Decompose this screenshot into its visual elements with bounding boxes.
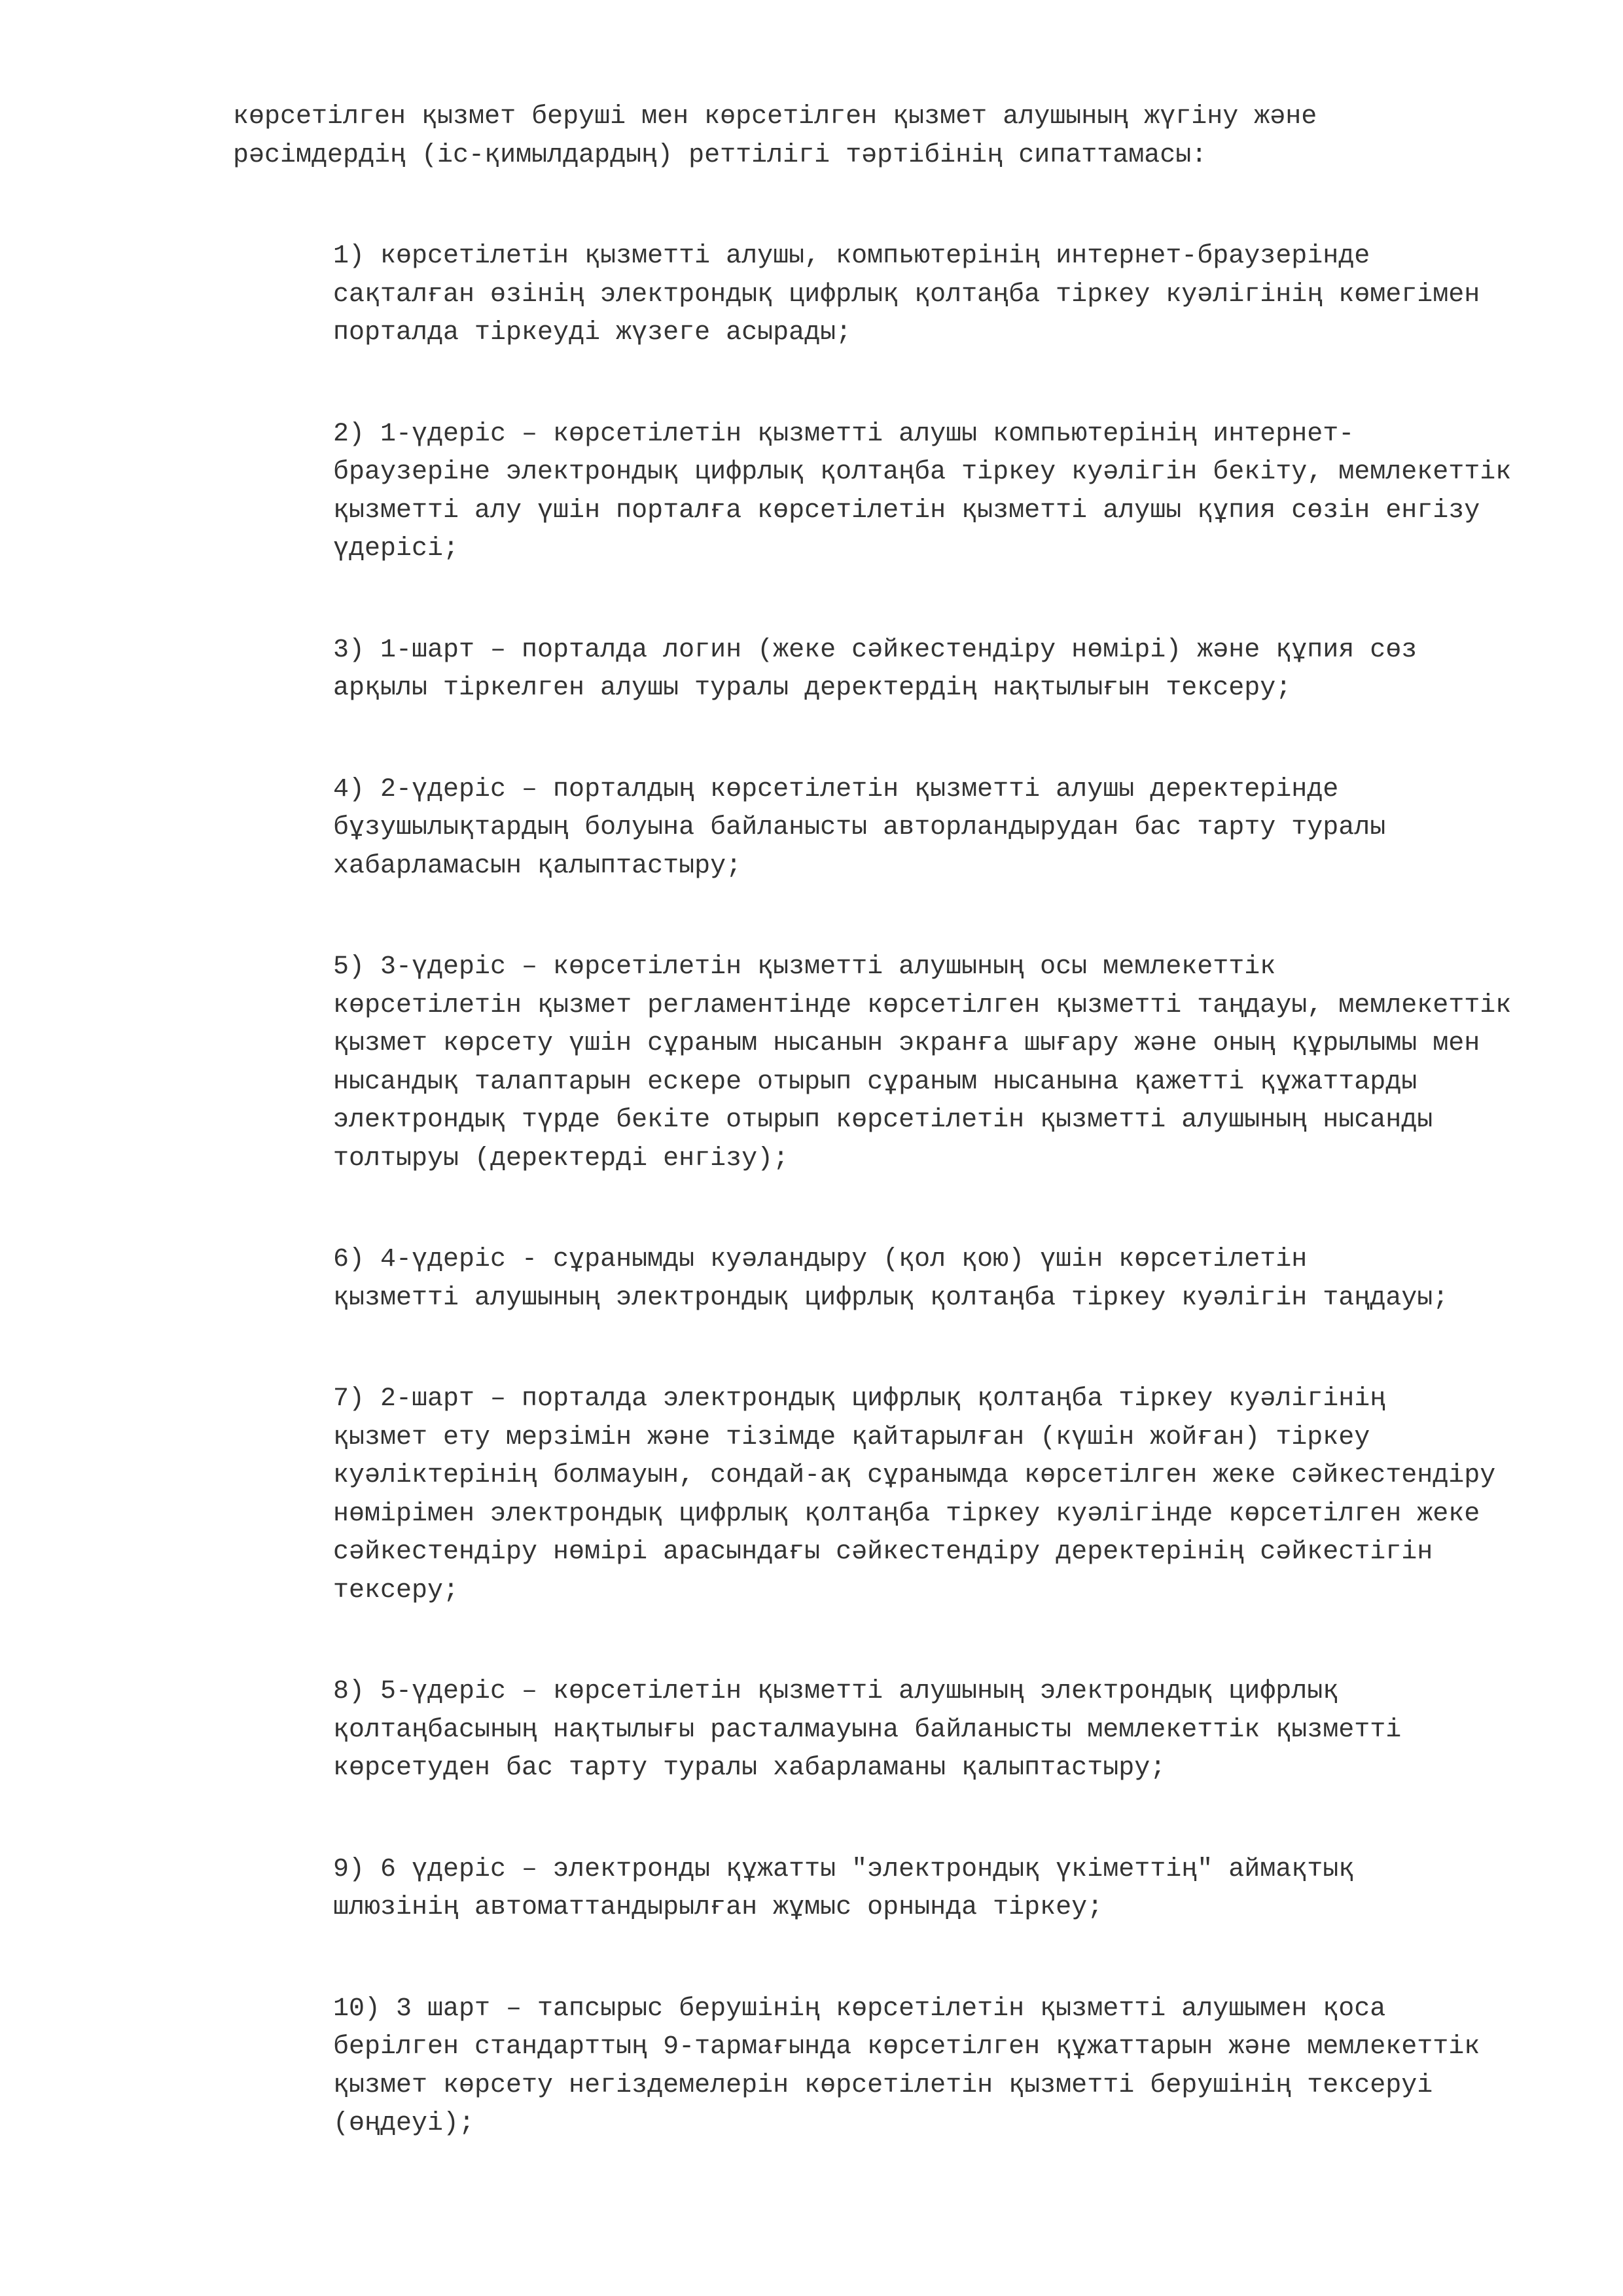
paragraph-line: көрсетілетін қызмет регламентінде көрсетілген қызметті таңдауы, мемлекеттік [333,990,1512,1020]
paragraph-line: (өңдеуі); [333,2109,475,2138]
paragraph-line: 3) 1-шарт – порталда логин (жеке сәйкестендіру нөмірі) және құпия сөз [333,635,1418,665]
paragraph-9 [233,1851,1489,1928]
paragraph-line: шлюзінің автоматтандырылған жұмыс орнында тіркеу; [333,1893,1103,1922]
paragraph-line: хабарламасын қалыптастыру; [333,851,742,881]
paragraph-line: үдерісі; [333,534,459,564]
paragraph-1 [233,238,1489,353]
paragraph-line: 5) 3-үдеріс – көрсетілетін қызметті алушының осы мемлекеттік [333,952,1276,982]
paragraph-7 [233,1380,1496,1610]
paragraph-line: көрсетуден бас тарту туралы хабарламаны қалыптастыру; [333,1753,1166,1783]
paragraph-line: қызметті алу үшін порталға көрсетілетін қызметті алушы құпия сөзін енгізу [333,495,1480,526]
paragraph-3 [233,632,1489,708]
intro-paragraph [233,98,1489,175]
paragraph-line: қызмет көрсету негіздемелерін көрсетілетін қызметті берушінің тексеруі [333,2070,1433,2100]
paragraph-10 [233,1990,1489,2144]
document-page [233,98,1512,2144]
paragraph-4 [233,771,1489,886]
paragraph-6 [233,1241,1489,1318]
paragraph-8 [233,1673,1489,1788]
paragraph-line: нөмірімен электрондық цифрлық қолтаңба тіркеу куәлігінде көрсетілген жеке [333,1499,1480,1529]
paragraph-line: нысандық талаптарын ескере отырып сұраным нысанына қажетті құжаттарды [333,1067,1418,1097]
intro-line: көрсетілген қызмет беруші мен көрсетілген қызмет алушының жүгіну және [233,102,1317,132]
intro-line: рәсімдердің (іс-қимылдардың) реттілігі тәртібінің сипаттамасы: [233,140,1207,170]
paragraph-line: арқылы тіркелген алушы туралы деректердің нақтылығын тексеру; [333,673,1292,703]
paragraph-line: қызмет ету мерзімін және тізімде қайтарылған (күшін жойған) тіркеу [333,1422,1370,1452]
paragraph-line: қолтаңбасының нақтылығы расталмауына байланысты мемлекеттік қызметті [333,1715,1402,1745]
paragraph-line: 8) 5-үдеріс – көрсетілетін қызметті алушының электрондық цифрлық [333,1677,1339,1706]
paragraph-line: 4) 2-үдеріс – порталдың көрсетілетін қызметті алушы деректерінде [333,774,1339,804]
paragraph-line: электрондық түрде бекіте отырып көрсетілетін қызметті алушының нысанды [333,1105,1433,1135]
paragraph-line: 2) 1-үдеріс – көрсетілетін қызметті алушы компьютерінің интернет- [333,419,1355,449]
paragraph-line: сақталған өзінің электрондық цифрлық қолтаңба тіркеу куәлігінің көмегімен [333,279,1480,310]
paragraph-line: толтыруы (деректерді енгізу); [333,1143,789,1174]
paragraph-line: 1) көрсетілетін қызметті алушы, компьютерінің интернет-браузерінде [333,242,1370,271]
paragraph-line: куәліктерінің болмауын, сондай-ақ сұранымда көрсетілген жеке сәйкестендіру [333,1461,1496,1490]
paragraph-line: 7) 2-шарт – порталда электрондық цифрлық қолтаңба тіркеу куәлігінің [333,1384,1386,1414]
paragraph-line: қызмет көрсету үшін сұраным нысанын экранға шығару және оның құрылымы мен [333,1029,1480,1058]
paragraph-2 [233,416,1512,569]
paragraph-line: тексеру; [333,1575,459,1605]
paragraph-line: берілген стандарттың 9-тармағында көрсетілген құжаттарын және мемлекеттік [333,2032,1480,2062]
paragraph-line: сәйкестендіру нөмірі арасындағы сәйкестендіру деректерінің сәйкестігін [333,1537,1433,1567]
paragraph-line: 6) 4-үдеріс - сұранымды куәландыру (қол қою) үшін көрсетілетін [333,1245,1308,1274]
paragraph-5 [233,948,1512,1178]
paragraph-line: бұзушылықтардың болуына байланысты авторландырудан бас тарту туралы [333,813,1386,842]
paragraph-line: 10) 3 шарт – тапсырыс берушінің көрсетілетін қызметті алушымен қоса [333,1994,1386,2024]
paragraph-line: 9) 6 үдеріс – электронды құжатты "электрондық үкіметтің" аймақтық [333,1854,1355,1884]
paragraph-line: қызметті алушының электрондық цифрлық қолтаңба тіркеу куәлігін таңдауы; [333,1283,1449,1313]
paragraph-line: порталда тіркеуді жүзеге асырады; [333,318,852,348]
paragraph-line: браузеріне электрондық цифрлық қолтаңба тіркеу куәлігін бекіту, мемлекеттік [333,457,1512,487]
